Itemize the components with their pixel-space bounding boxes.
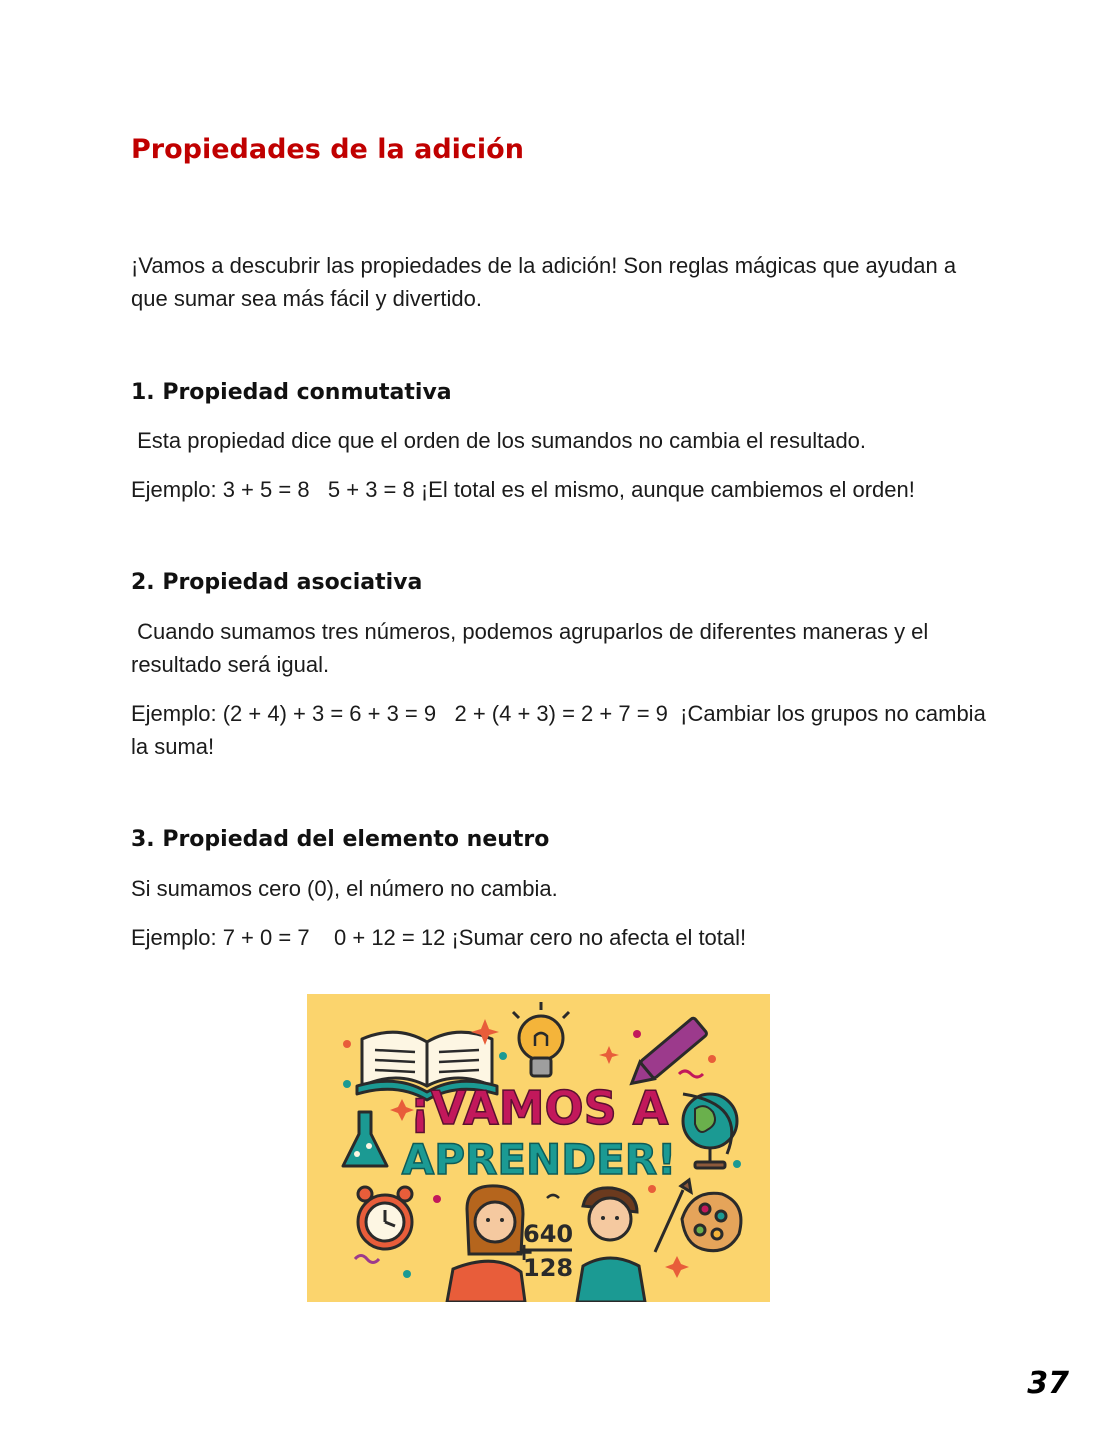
intro-paragraph: ¡Vamos a descubrir las propiedades de la adición! Son reglas mágicas que ayudan a que sumar sea más fácil y divertido.	[131, 253, 957, 311]
banner-line-2: APRENDER!	[401, 1135, 677, 1184]
page-title: Propiedades de la adición	[131, 134, 524, 165]
section-3-heading: 3. Propiedad del elemento neutro	[131, 827, 550, 852]
banner-line-1: ¡VAMOS A	[409, 1081, 669, 1135]
section-1-heading: 1. Propiedad conmutativa	[131, 380, 452, 405]
section-2-example: Ejemplo: (2 + 4) + 3 = 6 + 3 = 9 2 + (4 + 3) = 2 + 7 = 9 ¡Cambiar los grupos no cambia la suma!	[131, 701, 992, 759]
vamos-a-aprender-illustration	[307, 994, 770, 1302]
math-plus-sign: +	[514, 1238, 535, 1266]
section-3-text: Si sumamos cero (0), el número no cambia.	[131, 876, 558, 901]
alarm-clock-icon	[358, 1187, 412, 1249]
palette-icon	[682, 1193, 741, 1250]
section-3-example: Ejemplo: 7 + 0 = 7 0 + 12 = 12 ¡Sumar cero no afecta el total!	[131, 925, 747, 950]
page-number: 37	[1027, 1366, 1069, 1401]
section-2-heading: 2. Propiedad asociativa	[131, 570, 423, 595]
math-top-number: 640	[523, 1220, 574, 1248]
section-1-text: Esta propiedad dice que el orden de los sumandos no cambia el resultado.	[131, 428, 867, 453]
section-1-example: Ejemplo: 3 + 5 = 8 5 + 3 = 8 ¡El total es el mismo, aunque cambiemos el orden!	[131, 477, 915, 502]
section-2-text: Cuando sumamos tres números, podemos agruparlos de diferentes maneras y el resultado será igual.	[131, 619, 935, 677]
math-bottom-number: 128	[523, 1254, 574, 1282]
